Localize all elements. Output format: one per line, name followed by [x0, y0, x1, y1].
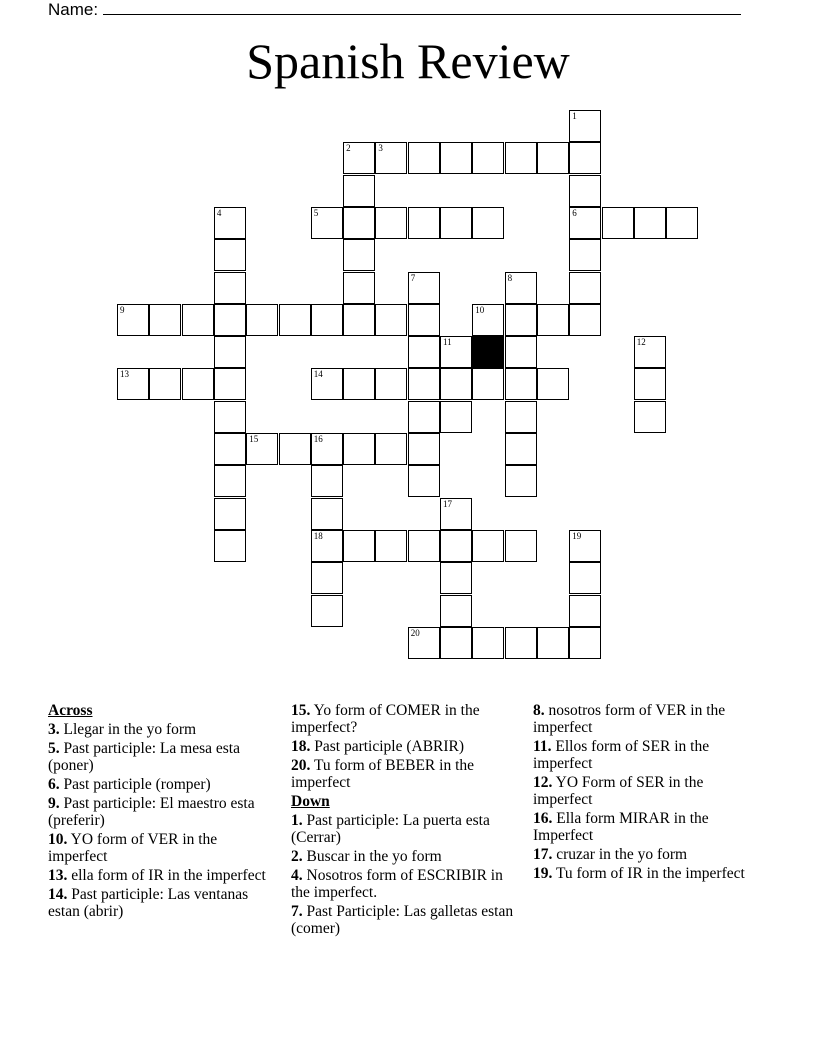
grid-cell[interactable] [214, 530, 246, 562]
grid-cell[interactable] [375, 368, 407, 400]
clue-item [533, 865, 753, 882]
clue-text: Tu form of IR in the imperfect [552, 865, 745, 882]
grid-cell[interactable] [214, 336, 246, 368]
grid-cell[interactable] [214, 433, 246, 465]
grid-cell[interactable] [440, 142, 472, 174]
grid-cell[interactable] [343, 433, 375, 465]
grid-cell[interactable] [569, 207, 601, 239]
grid-cell[interactable] [343, 368, 375, 400]
grid-cell[interactable] [505, 627, 537, 659]
grid-cell[interactable] [343, 207, 375, 239]
clue-text: YO Form of SER in the imperfect [533, 774, 704, 808]
clue-item [533, 774, 753, 808]
grid-cell[interactable] [117, 304, 149, 336]
grid-cell[interactable] [505, 142, 537, 174]
clue-text: Past participle: La mesa esta (poner) [48, 740, 240, 774]
grid-cell[interactable] [505, 304, 537, 336]
clue-number: 15. [291, 702, 311, 719]
grid-cell[interactable] [666, 207, 698, 239]
grid-cell[interactable] [537, 142, 569, 174]
cell-number: 17 [443, 498, 452, 509]
grid-cell[interactable] [440, 207, 472, 239]
grid-cell[interactable] [311, 530, 343, 562]
grid-cell[interactable] [569, 272, 601, 304]
grid-cell[interactable] [149, 368, 181, 400]
grid-cell[interactable] [375, 207, 407, 239]
clue-item [48, 776, 273, 793]
grid-cell[interactable] [408, 401, 440, 433]
clue-text: Tu form of BEBER in the imperfect [291, 757, 475, 791]
grid-cell[interactable] [246, 433, 278, 465]
down-heading: Down [291, 793, 330, 810]
clue-number: 4. [291, 867, 303, 884]
clues-column-1 [48, 702, 273, 922]
clue-text: Past participle: Las ventanas estan (abrir) [48, 886, 249, 920]
grid-cell[interactable] [408, 336, 440, 368]
grid-cell[interactable] [408, 368, 440, 400]
grid-cell[interactable] [505, 433, 537, 465]
grid-cell[interactable] [311, 304, 343, 336]
clue-text: Llegar in the yo form [59, 721, 197, 738]
clue-text: Past participle (ABRIR) [310, 738, 465, 755]
grid-cell[interactable] [634, 336, 666, 368]
clue-text: Ella form MIRAR in the Imperfect [533, 810, 709, 844]
grid-cell[interactable] [634, 401, 666, 433]
grid-cell[interactable] [472, 530, 504, 562]
grid-cell[interactable] [246, 304, 278, 336]
grid-cell[interactable] [634, 368, 666, 400]
clues-column-3 [533, 702, 753, 884]
grid-cell[interactable] [214, 304, 246, 336]
grid-cell[interactable] [408, 530, 440, 562]
clue-text: Past participle (romper) [59, 776, 211, 793]
cell-number: 4 [216, 207, 222, 218]
grid-cell[interactable] [311, 498, 343, 530]
grid-cell[interactable] [279, 304, 311, 336]
clue-number: 19. [533, 865, 553, 882]
clue-text: Past participle: El maestro esta (preferir) [48, 795, 255, 829]
across-heading: Across [48, 702, 93, 719]
grid-cell[interactable] [408, 207, 440, 239]
clue-item [533, 738, 753, 772]
grid-cell[interactable] [117, 368, 149, 400]
clue-text: Buscar in the yo form [302, 848, 442, 865]
grid-cell[interactable] [472, 368, 504, 400]
clue-item [291, 848, 516, 865]
clue-number: 11. [533, 738, 552, 755]
grid-cell[interactable] [343, 175, 375, 207]
grid-cell[interactable] [505, 336, 537, 368]
grid-cell[interactable] [569, 530, 601, 562]
clue-item [533, 702, 753, 736]
clue-text: cruzar in the yo form [552, 846, 688, 863]
grid-cell[interactable] [440, 336, 472, 368]
grid-cell[interactable] [408, 627, 440, 659]
grid-cell[interactable] [214, 272, 246, 304]
cell-number: 7 [410, 272, 416, 283]
grid-cell[interactable] [214, 498, 246, 530]
clue-item [48, 886, 273, 920]
grid-cell[interactable] [537, 368, 569, 400]
cell-number: 12 [636, 337, 646, 348]
grid-cell[interactable] [182, 304, 214, 336]
grid-cell[interactable] [311, 433, 343, 465]
grid-cell[interactable] [408, 304, 440, 336]
clue-number: 6. [48, 776, 60, 793]
grid-cell[interactable] [343, 239, 375, 271]
clue-item [291, 812, 516, 846]
grid-cell[interactable] [602, 207, 634, 239]
cell-number: 6 [572, 207, 577, 218]
clue-item [533, 846, 753, 863]
clue-item [533, 810, 753, 844]
cell-number: 1 [572, 111, 577, 121]
grid-cell[interactable] [375, 142, 407, 174]
clue-number: 10. [48, 831, 68, 848]
clue-text: Yo form of COMER in the imperfect? [291, 702, 480, 736]
cell-number: 2 [346, 143, 351, 154]
cell-number: 14 [313, 369, 323, 380]
grid-cell[interactable] [505, 530, 537, 562]
clue-number: 18. [291, 738, 311, 755]
grid-cell[interactable] [311, 465, 343, 497]
grid-cell[interactable] [149, 304, 181, 336]
clue-text: ella form of IR in the imperfect [67, 867, 266, 884]
clue-text: YO form of VER in the imperfect [48, 831, 218, 865]
clue-item [48, 867, 273, 884]
grid-cell[interactable] [214, 401, 246, 433]
clue-number: 13. [48, 867, 68, 884]
clues-column-2 [291, 702, 516, 939]
clue-number: 9. [48, 795, 60, 812]
black-cell [472, 336, 504, 368]
grid-cell[interactable] [440, 401, 472, 433]
grid-cell[interactable] [440, 368, 472, 400]
cell-number: 19 [572, 530, 582, 541]
grid-cell[interactable] [343, 272, 375, 304]
cell-number: 8 [507, 272, 513, 283]
grid-cell[interactable] [343, 304, 375, 336]
cell-number: 3 [378, 143, 383, 154]
grid-cell[interactable] [440, 562, 472, 594]
grid-cell[interactable] [214, 368, 246, 400]
grid-cell[interactable] [214, 465, 246, 497]
clue-number: 16. [533, 810, 553, 827]
name-line[interactable] [103, 14, 741, 15]
grid-cell[interactable] [375, 530, 407, 562]
grid-cell[interactable] [440, 627, 472, 659]
grid-cell[interactable] [279, 433, 311, 465]
grid-cell[interactable] [505, 465, 537, 497]
grid-cell[interactable] [375, 433, 407, 465]
clue-item [291, 867, 516, 901]
clue-number: 8. [533, 702, 545, 719]
cell-number: 10 [475, 304, 485, 315]
grid-cell[interactable] [537, 627, 569, 659]
grid-cell[interactable] [311, 368, 343, 400]
clue-item [291, 903, 516, 937]
clue-number: 17. [533, 846, 553, 863]
clue-number: 12. [533, 774, 553, 791]
grid-cell[interactable] [375, 304, 407, 336]
grid-cell[interactable] [505, 401, 537, 433]
grid-cell[interactable] [472, 304, 504, 336]
clue-item [291, 757, 516, 791]
clue-item [48, 831, 273, 865]
name-label: Name: [48, 0, 99, 19]
grid-cell[interactable] [343, 142, 375, 174]
clue-number: 2. [291, 848, 303, 865]
clue-number: 1. [291, 812, 303, 829]
grid-cell[interactable] [311, 207, 343, 239]
grid-cell[interactable] [440, 530, 472, 562]
grid-cell[interactable] [408, 272, 440, 304]
grid-cell[interactable] [343, 530, 375, 562]
clue-text: Past participle: La puerta esta (Cerrar) [291, 812, 490, 846]
clue-text: Past Participle: Las galletas estan (comer) [291, 903, 514, 937]
grid-cell[interactable] [214, 207, 246, 239]
grid-cell[interactable] [537, 304, 569, 336]
clue-number: 5. [48, 740, 60, 757]
clue-text: nosotros form of VER in the imperfect [533, 702, 726, 736]
grid-cell[interactable] [569, 304, 601, 336]
grid-cell[interactable] [472, 142, 504, 174]
clue-number: 7. [291, 903, 303, 920]
cell-number: 13 [120, 369, 129, 380]
grid-cell[interactable] [472, 207, 504, 239]
cell-number: 11 [443, 337, 452, 348]
grid-cell[interactable] [311, 595, 343, 627]
clue-number: 20. [291, 757, 311, 774]
grid-cell[interactable] [440, 595, 472, 627]
clue-text: Nosotros form of ESCRIBIR in the imperfect. [291, 867, 503, 901]
cell-number: 16 [313, 434, 323, 444]
grid-cell[interactable] [440, 498, 472, 530]
grid-cell[interactable] [311, 562, 343, 594]
grid-cell[interactable] [569, 595, 601, 627]
grid-cell[interactable] [569, 175, 601, 207]
clue-item [291, 702, 516, 736]
cell-number: 15 [249, 434, 259, 444]
grid-cell[interactable] [408, 465, 440, 497]
grid-cell[interactable] [214, 239, 246, 271]
grid-cell[interactable] [408, 142, 440, 174]
grid-cell[interactable] [634, 207, 666, 239]
clue-item [291, 738, 516, 755]
clue-text: Ellos form of SER in the imperfect [533, 738, 710, 772]
clue-item [48, 740, 273, 774]
grid-cell[interactable] [569, 562, 601, 594]
grid-cell[interactable] [569, 142, 601, 174]
page-title: Spanish Review [246, 33, 570, 89]
grid-cell[interactable] [182, 368, 214, 400]
clue-item [48, 795, 273, 829]
grid-cell[interactable] [408, 433, 440, 465]
grid-cell[interactable] [505, 368, 537, 400]
clue-number: 3. [48, 721, 60, 738]
cell-number: 20 [410, 627, 420, 638]
clue-item [48, 721, 273, 738]
cell-number: 9 [120, 304, 125, 315]
grid-cell[interactable] [569, 110, 601, 142]
cell-number: 5 [313, 207, 319, 218]
clue-number: 14. [48, 886, 68, 903]
grid-cell[interactable] [505, 272, 537, 304]
grid-cell[interactable] [569, 627, 601, 659]
cell-number: 18 [313, 530, 323, 541]
grid-cell[interactable] [472, 627, 504, 659]
grid-cell[interactable] [569, 239, 601, 271]
